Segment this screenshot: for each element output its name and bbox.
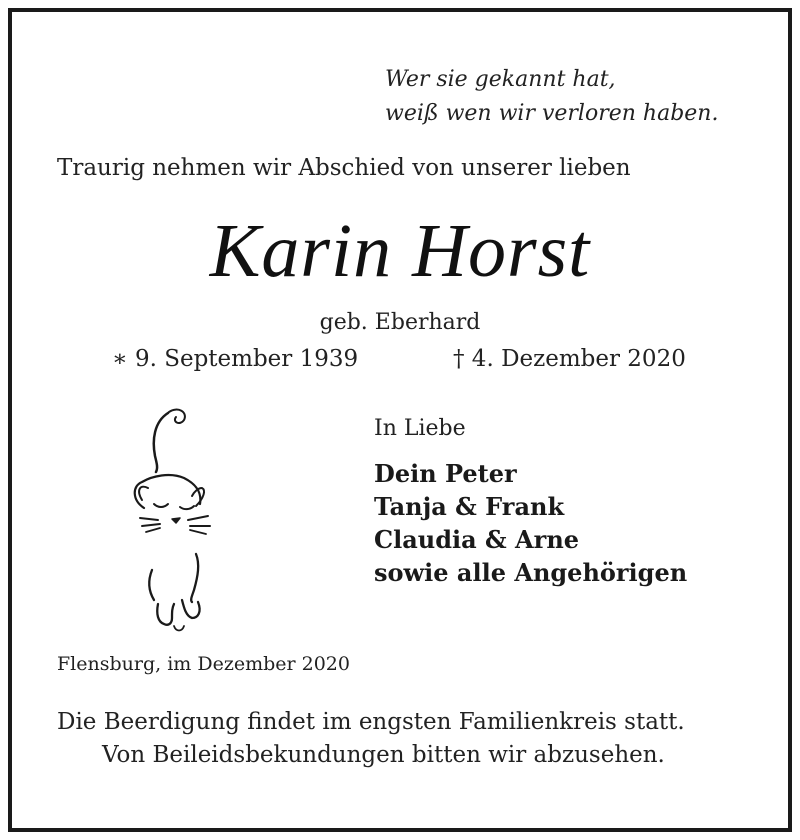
mourner-name: Dein Peter	[374, 459, 517, 488]
quote-line-2: weiß wen wir verloren haben.	[385, 101, 719, 126]
intro-text: Traurig nehmen wir Abschied von unserer lieben	[57, 155, 631, 181]
mourner-list	[374, 457, 687, 589]
mourner-name: Claudia & Arne	[374, 525, 580, 554]
maiden-name: geb. Eberhard	[319, 310, 481, 335]
mourner-name: sowie alle Angehörigen	[374, 558, 688, 587]
cat-drawing	[122, 404, 226, 636]
place-and-date: Flensburg, im Dezember 2020	[57, 653, 350, 675]
deceased-name: Karin Horst	[209, 209, 591, 293]
quote-line-1: Wer sie gekannt hat,	[385, 67, 616, 92]
quote	[385, 63, 718, 131]
funeral-notice	[57, 706, 685, 772]
in-love-label: In Liebe	[374, 416, 466, 441]
funeral-notice-line-2: Von Beileidsbekundungen bitten wir abzusehen.	[102, 742, 665, 768]
mourner-name: Tanja & Frank	[374, 492, 565, 521]
death-date: † 4. Dezember 2020	[453, 346, 686, 372]
birth-date: ∗ 9. September 1939	[112, 346, 359, 372]
funeral-notice-line-1: Die Beerdigung findet im engsten Familienkreis statt.	[57, 709, 685, 735]
